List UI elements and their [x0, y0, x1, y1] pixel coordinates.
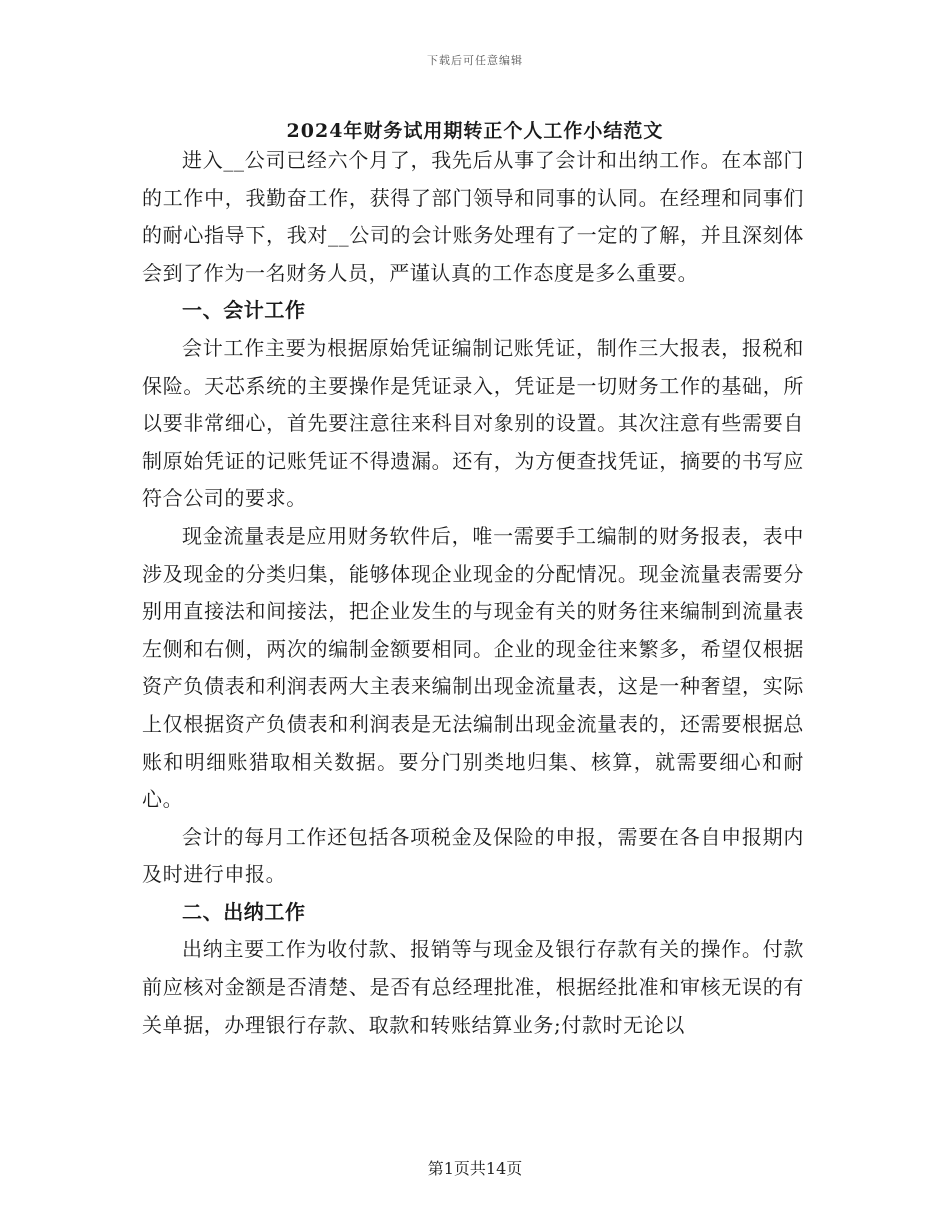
header-note: 下载后可任意编辑 [427, 54, 523, 67]
accounting-paragraph-1: 会计工作主要为根据原始凭证编制记账凭证，制作三大报表，报税和保险。天芯系统的主要操作是凭证录入，凭证是一切财务工作的基础，所以要非常细心，首先要注意往来科目对象别的设置。其次注意有些需要自制原始凭证的记账凭证不得遗漏。还有，为方便查找凭证，摘要的书写应符合公司的要求。 [142, 335, 804, 511]
document-title: 2024年财务试用期转正个人工作小结范文 [286, 120, 664, 142]
intro-paragraph: 进入__公司已经六个月了，我先后从事了会计和出纳工作。在本部门的工作中，我勤奋工作，获得了部门领导和同事的认同。在经理和同事们的耐心指导下，我对__公司的会计账务处理有了一定的了解，并且深刻体会到了作为一名财务人员，严谨认真的工作态度是多么重要。 [142, 148, 804, 285]
document-body [142, 142, 804, 1044]
accounting-paragraph-3: 会计的每月工作还包括各项税金及保险的申报，需要在各自申报期内及时进行申报。 [142, 824, 804, 887]
page-number: 第1页共14页 [427, 1159, 523, 1178]
cashier-paragraph-1: 出纳主要工作为收付款、报销等与现金及银行存款有关的操作。付款前应核对金额是否清楚、是否有总经理批准，根据经批准和审核无误的有关单据，办理银行存款、取款和转账结算业务;付款时无论以 [142, 937, 804, 1037]
section-heading-cashier: 二、出纳工作 [182, 899, 306, 924]
accounting-paragraph-2: 现金流量表是应用财务软件后，唯一需要手工编制的财务报表，表中涉及现金的分类归集，能够体现企业现金的分配情况。现金流量表需要分别用直接法和间接法，把企业发生的与现金有关的财务往来编制到流量表左侧和右侧，两次的编制金额要相同。企业的现金往来繁多，希望仅根据资产负债表和利润表两大主表来编制出现金流量表，这是一种奢望，实际上仅根据资产负债表和利润表是无法编制出现金流量表的，还需要根据总账和明细账猎取相关数据。要分门别类地归集、核算，就需要细心和耐心。 [142, 523, 804, 812]
section-heading-accounting: 一、会计工作 [182, 298, 306, 323]
